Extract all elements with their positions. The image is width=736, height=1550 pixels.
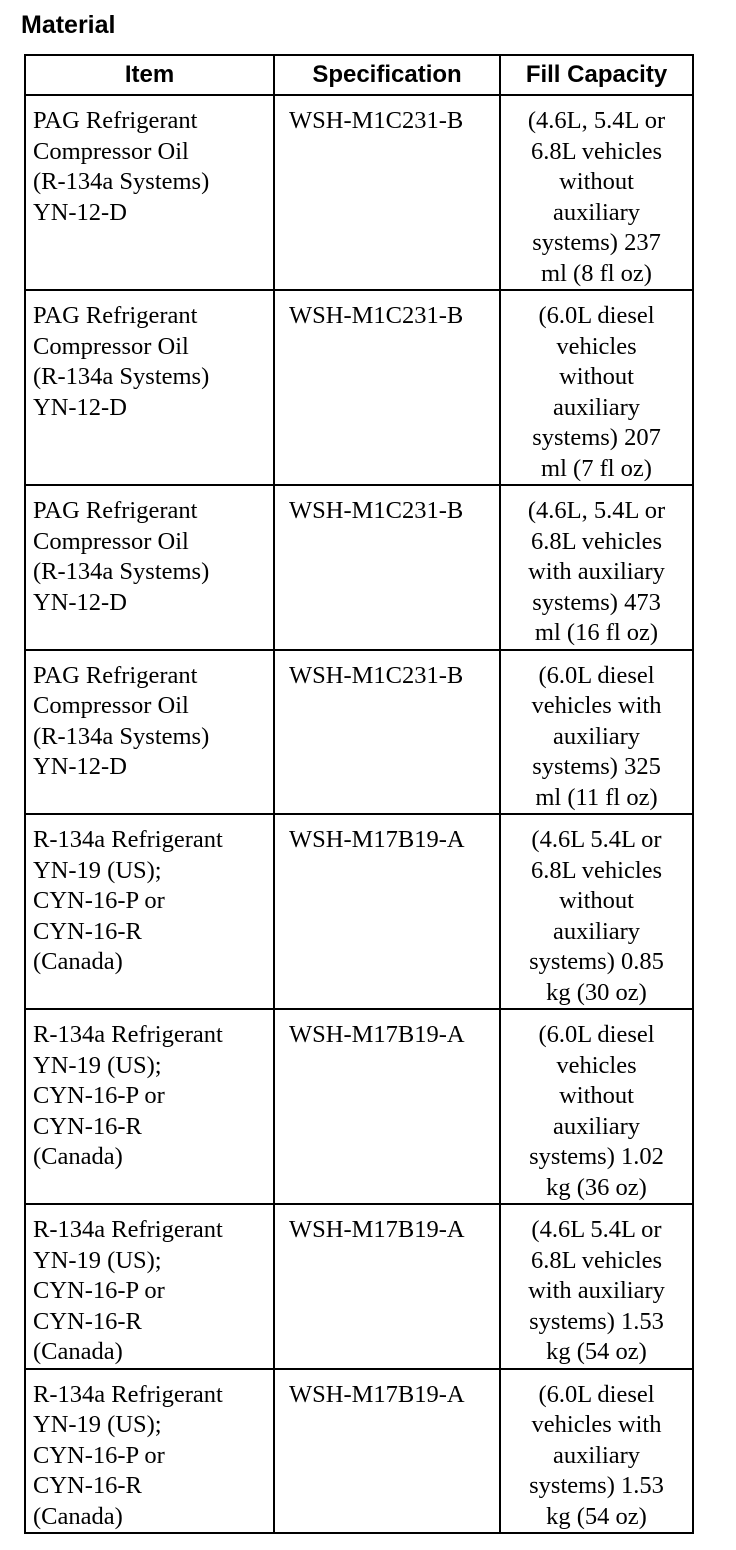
table-row [25,1369,693,1534]
fill-capacity-text: (6.0L diesel vehicles with auxiliary systems) 1.53 kg (54 oz) [529,1380,664,1530]
fill-capacity-cell [500,485,693,650]
material-table [24,54,694,1534]
specification-cell [274,1009,500,1204]
specification-text: WSH-M17B19-A [289,1021,465,1048]
item-text: PAG Refrigerant Compressor Oil (R-134a Systems) YN-12-D [33,302,210,421]
item-text: PAG Refrigerant Compressor Oil (R-134a Systems) YN-12-D [33,107,210,226]
specification-cell [274,1369,500,1534]
fill-capacity-cell [500,95,693,290]
column-header-item: Item [25,55,274,95]
item-cell [25,1204,274,1369]
specification-text: WSH-M17B19-A [289,1380,465,1408]
specification-text: WSH-M17B19-A [289,1216,465,1243]
fill-capacity-cell [500,814,693,1009]
fill-capacity-cell [500,290,693,485]
specification-cell [274,290,500,485]
item-text: PAG Refrigerant Compressor Oil (R-134a Systems) YN-12-D [33,661,210,780]
specification-text: WSH-M1C231-B [289,497,464,524]
table-row [25,1009,693,1204]
item-text: R-134a Refrigerant YN-19 (US); CYN-16-P or CYN-16-R (Canada) [33,1380,223,1530]
fill-capacity-cell [500,1009,693,1204]
fill-capacity-cell [500,1369,693,1534]
specification-cell [274,1204,500,1369]
specification-cell [274,650,500,815]
table-row [25,814,693,1009]
fill-capacity-text: (6.0L diesel vehicles without auxiliary systems) 1.02 kg (36 oz) [529,1021,664,1201]
column-header-specification: Specification [274,55,500,95]
table-row [25,650,693,815]
item-text: PAG Refrigerant Compressor Oil (R-134a Systems) YN-12-D [33,497,210,616]
item-cell [25,290,274,485]
item-text: R-134a Refrigerant YN-19 (US); CYN-16-P or CYN-16-R (Canada) [33,826,223,975]
fill-capacity-text: (4.6L, 5.4L or 6.8L vehicles without auxiliary systems) 237 ml (8 fl oz) [527,107,666,287]
table-row [25,290,693,485]
fill-capacity-text: (4.6L, 5.4L or 6.8L vehicles with auxiliary systems) 473 ml (16 fl oz) [527,497,666,646]
table-row [25,95,693,290]
specification-cell [274,95,500,290]
column-header-fill-capacity: Fill Capacity [500,55,693,95]
specification-text: WSH-M17B19-A [289,826,465,853]
section-title: Material [21,11,116,39]
table-row [25,485,693,650]
item-cell [25,814,274,1009]
specification-text: WSH-M1C231-B [289,302,464,329]
item-cell [25,1369,274,1534]
item-cell [25,95,274,290]
table-row [25,1204,693,1369]
item-cell [25,1009,274,1204]
specification-text: WSH-M1C231-B [289,661,464,689]
specification-cell [274,814,500,1009]
fill-capacity-text: (4.6L 5.4L or 6.8L vehicles with auxiliary systems) 1.53 kg (54 oz) [528,1216,665,1365]
item-cell [25,485,274,650]
specification-text: WSH-M1C231-B [289,107,464,134]
fill-capacity-text: (6.0L diesel vehicles without auxiliary systems) 207 ml (7 fl oz) [532,302,661,482]
fill-capacity-text: (6.0L diesel vehicles with auxiliary systems) 325 ml (11 fl oz) [531,661,662,811]
table-header-row [25,55,693,95]
fill-capacity-cell [500,1204,693,1369]
item-text: R-134a Refrigerant YN-19 (US); CYN-16-P or CYN-16-R (Canada) [33,1021,223,1170]
item-cell [25,650,274,815]
fill-capacity-text: (4.6L 5.4L or 6.8L vehicles without auxiliary systems) 0.85 kg (30 oz) [529,826,664,1006]
fill-capacity-cell [500,650,693,815]
specification-cell [274,485,500,650]
item-text: R-134a Refrigerant YN-19 (US); CYN-16-P or CYN-16-R (Canada) [33,1216,223,1365]
